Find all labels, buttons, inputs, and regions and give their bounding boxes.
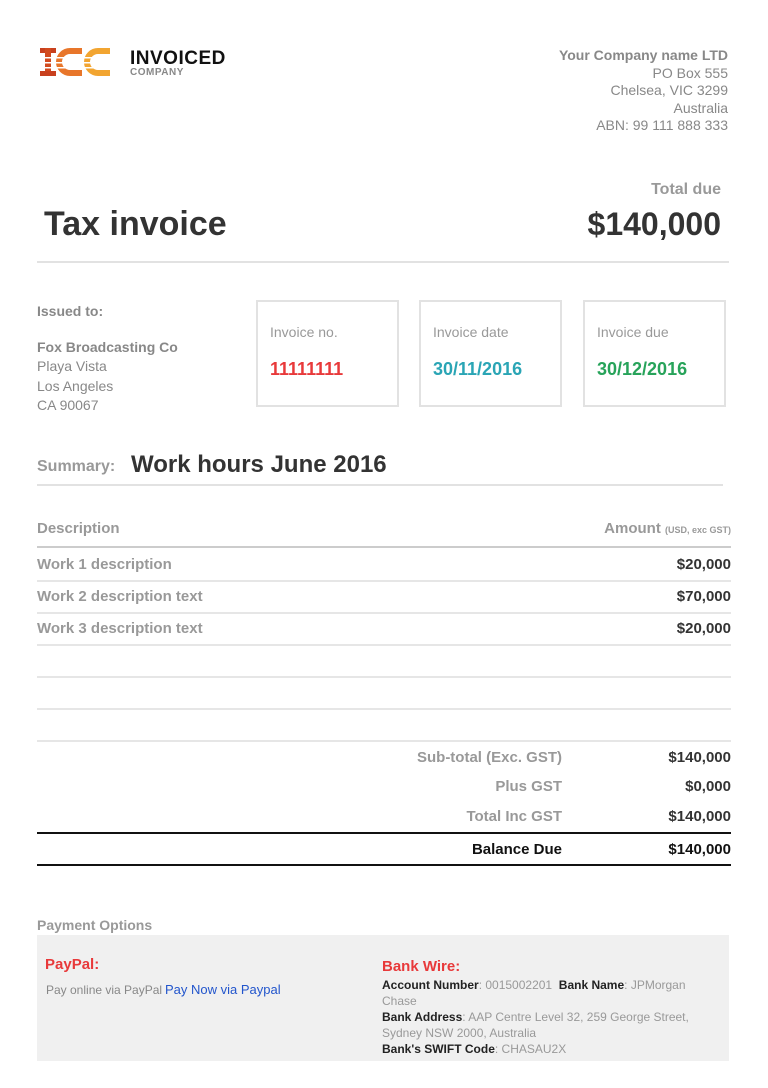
- total-value: $140,000: [668, 749, 731, 766]
- total-due-value: $140,000: [587, 206, 721, 242]
- total-due-label: Total due: [651, 181, 721, 198]
- total-label: Plus GST: [495, 778, 562, 795]
- row-amount: $20,000: [676, 620, 731, 637]
- issued-label: Issued to:: [37, 303, 104, 319]
- row-desc: Work 2 description text: [37, 588, 203, 605]
- company-name: Your Company name LTD: [558, 47, 728, 63]
- invoice-number-box: [256, 300, 399, 407]
- table-row-empty: [37, 678, 731, 710]
- divider: [37, 261, 729, 263]
- table-row-empty: [37, 646, 731, 678]
- table-row: [37, 582, 731, 614]
- box-label: Invoice date: [433, 324, 509, 340]
- bank-address: AAP Centre Level 32, 259 George Street, Sydney NSW 2000, Australia: [382, 1010, 689, 1040]
- summary-value: Work hours June 2016: [131, 451, 387, 478]
- total-label: Sub-total (Exc. GST): [416, 749, 562, 766]
- table-header: [37, 516, 731, 548]
- balance-value: $140,000: [668, 841, 731, 858]
- total-inc-row: [37, 802, 731, 832]
- swift-label: Bank's SWIFT Code: [382, 1042, 495, 1056]
- address-line: Chelsea, VIC 3299: [610, 82, 728, 98]
- amount-note: (USD, exc GST): [664, 525, 731, 535]
- row-desc: Work 3 description text: [37, 620, 203, 637]
- client-line: Playa Vista: [37, 358, 107, 374]
- logo-mark-icon: [38, 48, 114, 76]
- client-line: Los Angeles: [37, 377, 114, 394]
- bank-addr-label: Bank Address: [382, 1010, 463, 1024]
- balance-label: Balance Due: [471, 841, 562, 858]
- total-value: $0,000: [685, 778, 731, 795]
- total-value: $140,000: [668, 808, 731, 825]
- logo-title: INVOICED: [130, 48, 226, 69]
- invoice-date: 30/11/2016: [433, 359, 523, 379]
- address-line: PO Box 555: [652, 64, 728, 81]
- table-row-empty: [37, 710, 731, 742]
- bank-title: Bank Wire:: [382, 958, 461, 975]
- subtotal-row: [37, 743, 731, 773]
- payment-header: Payment Options: [37, 917, 153, 933]
- logo-subtitle: COMPANY: [130, 67, 184, 78]
- gst-row: [37, 772, 731, 802]
- acct-label: Account Number: [382, 978, 479, 992]
- box-label: Invoice due: [597, 324, 669, 340]
- address-line: Australia: [673, 99, 728, 116]
- total-label: Total Inc GST: [466, 808, 562, 825]
- row-amount: $70,000: [676, 588, 731, 605]
- bank-name-label: Bank Name: [558, 978, 625, 992]
- client-name: Fox Broadcasting Co: [37, 338, 178, 355]
- row-amount: $20,000: [676, 556, 731, 573]
- amount-header: Amount: [604, 520, 661, 537]
- desc-header: Description: [37, 520, 120, 537]
- bank-name: JPMorgan Chase: [382, 978, 686, 1008]
- acct-number: 0015002201: [485, 978, 553, 992]
- invoice-due: 30/12/2016: [597, 359, 688, 379]
- table-row: [37, 550, 731, 582]
- balance-row: [37, 832, 731, 866]
- box-label: Invoice no.: [270, 324, 338, 340]
- bank-details: Account Number: 0015002201 Bank Name: JPMorgan Chase Bank Address: AAP Centre Level 32, 259 George Street, Sydney NSW 2000, Australia Bank's SWIFT Code: CHASAU2X: [382, 978, 689, 1056]
- invoice-number: 11111111: [270, 359, 344, 379]
- client-line: CA 90067: [37, 397, 99, 413]
- swift-code: CHASAU2X: [501, 1042, 567, 1056]
- abn: ABN: 99 111 888 333: [596, 117, 728, 133]
- page-title: Tax invoice: [44, 205, 227, 243]
- company-address: [559, 47, 728, 135]
- issued-to: [37, 302, 178, 416]
- table-row: [37, 614, 731, 646]
- invoice-due-box: [583, 300, 726, 407]
- paypal-title: PayPal:: [45, 956, 100, 973]
- row-desc: Work 1 description: [37, 556, 172, 573]
- summary-label: Summary:: [37, 458, 116, 475]
- paypal-link[interactable]: Pay Now via Paypal: [165, 982, 281, 997]
- invoice-date-box: [419, 300, 562, 407]
- paypal-text: Pay online via PayPal: [46, 983, 163, 997]
- divider: [37, 484, 723, 486]
